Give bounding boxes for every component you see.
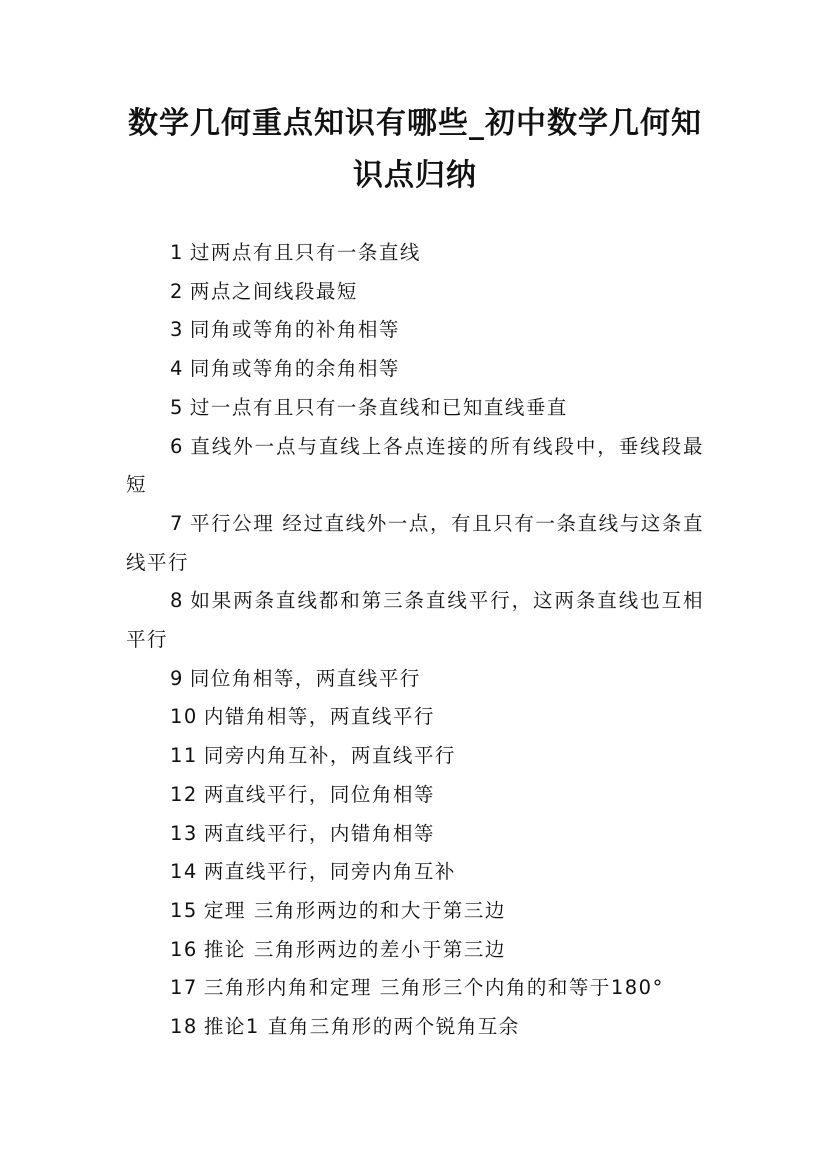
item-text: 经过直线外一点，有且只有一条直线与这条直线平行 bbox=[126, 511, 704, 574]
list-item bbox=[126, 815, 704, 854]
list-item bbox=[126, 737, 704, 776]
theorem-list bbox=[126, 234, 704, 1047]
list-item bbox=[126, 428, 704, 505]
list-item bbox=[126, 660, 704, 699]
item-number: 8 bbox=[170, 589, 184, 613]
document-title: 数学几何重点知识有哪些_初中数学几何知识点归纳 bbox=[128, 106, 702, 193]
list-item bbox=[126, 776, 704, 815]
list-item bbox=[126, 311, 704, 350]
item-text: 两直线平行，同旁内角互补 bbox=[203, 860, 456, 884]
item-number: 16 bbox=[170, 937, 198, 961]
item-text: 同位角相等，两直线平行 bbox=[189, 666, 421, 690]
item-number: 7 bbox=[170, 511, 184, 535]
list-item bbox=[126, 698, 704, 737]
list-item bbox=[126, 892, 704, 931]
item-heading: 定理 bbox=[203, 898, 246, 922]
item-number: 4 bbox=[170, 357, 184, 381]
item-text: 直角三角形的两个锐角互余 bbox=[267, 1015, 520, 1039]
item-number: 15 bbox=[170, 898, 198, 922]
item-number: 18 bbox=[170, 1015, 198, 1039]
item-number: 11 bbox=[170, 744, 198, 768]
item-number: 3 bbox=[170, 318, 184, 342]
item-text: 两直线平行，内错角相等 bbox=[203, 821, 435, 845]
item-text: 过一点有且只有一条直线和已知直线垂直 bbox=[189, 395, 568, 419]
item-number: 10 bbox=[170, 705, 198, 729]
item-number: 14 bbox=[170, 860, 198, 884]
item-text: 如果两条直线都和第三条直线平行，这两条直线也互相平行 bbox=[126, 589, 704, 652]
item-text: 三角形三个内角的和等于180° bbox=[379, 976, 664, 1000]
list-item bbox=[126, 1008, 704, 1047]
list-item bbox=[126, 853, 704, 892]
list-item bbox=[126, 505, 704, 582]
item-number: 5 bbox=[170, 395, 184, 419]
item-number: 2 bbox=[170, 279, 184, 303]
list-item bbox=[126, 969, 704, 1008]
item-text: 直线外一点与直线上各点连接的所有线段中，垂线段最短 bbox=[126, 434, 704, 497]
list-item bbox=[126, 931, 704, 970]
item-heading: 推论1 bbox=[203, 1015, 260, 1039]
item-number: 1 bbox=[170, 241, 184, 264]
item-text: 同角或等角的余角相等 bbox=[189, 357, 400, 381]
item-text: 两点之间线段最短 bbox=[189, 279, 358, 303]
item-number: 13 bbox=[170, 821, 198, 845]
item-text: 同旁内角互补，两直线平行 bbox=[203, 744, 456, 768]
item-heading: 平行公理 bbox=[189, 511, 275, 535]
list-item bbox=[126, 582, 704, 659]
item-heading: 三角形内角和定理 bbox=[203, 976, 372, 1000]
item-text: 同角或等角的补角相等 bbox=[189, 318, 400, 342]
item-text: 三角形两边的差小于第三边 bbox=[253, 937, 506, 961]
item-text: 过两点有且只有一条直线 bbox=[189, 241, 421, 264]
item-number: 6 bbox=[170, 434, 184, 458]
list-item bbox=[126, 234, 704, 273]
item-heading: 推论 bbox=[203, 937, 246, 961]
list-item bbox=[126, 273, 704, 312]
list-item bbox=[126, 389, 704, 428]
item-number: 17 bbox=[170, 976, 198, 1000]
item-text: 内错角相等，两直线平行 bbox=[203, 705, 435, 729]
item-text: 两直线平行，同位角相等 bbox=[203, 782, 435, 806]
item-text: 三角形两边的和大于第三边 bbox=[253, 898, 506, 922]
item-number: 12 bbox=[170, 782, 198, 806]
list-item bbox=[126, 350, 704, 389]
item-number: 9 bbox=[170, 666, 184, 690]
